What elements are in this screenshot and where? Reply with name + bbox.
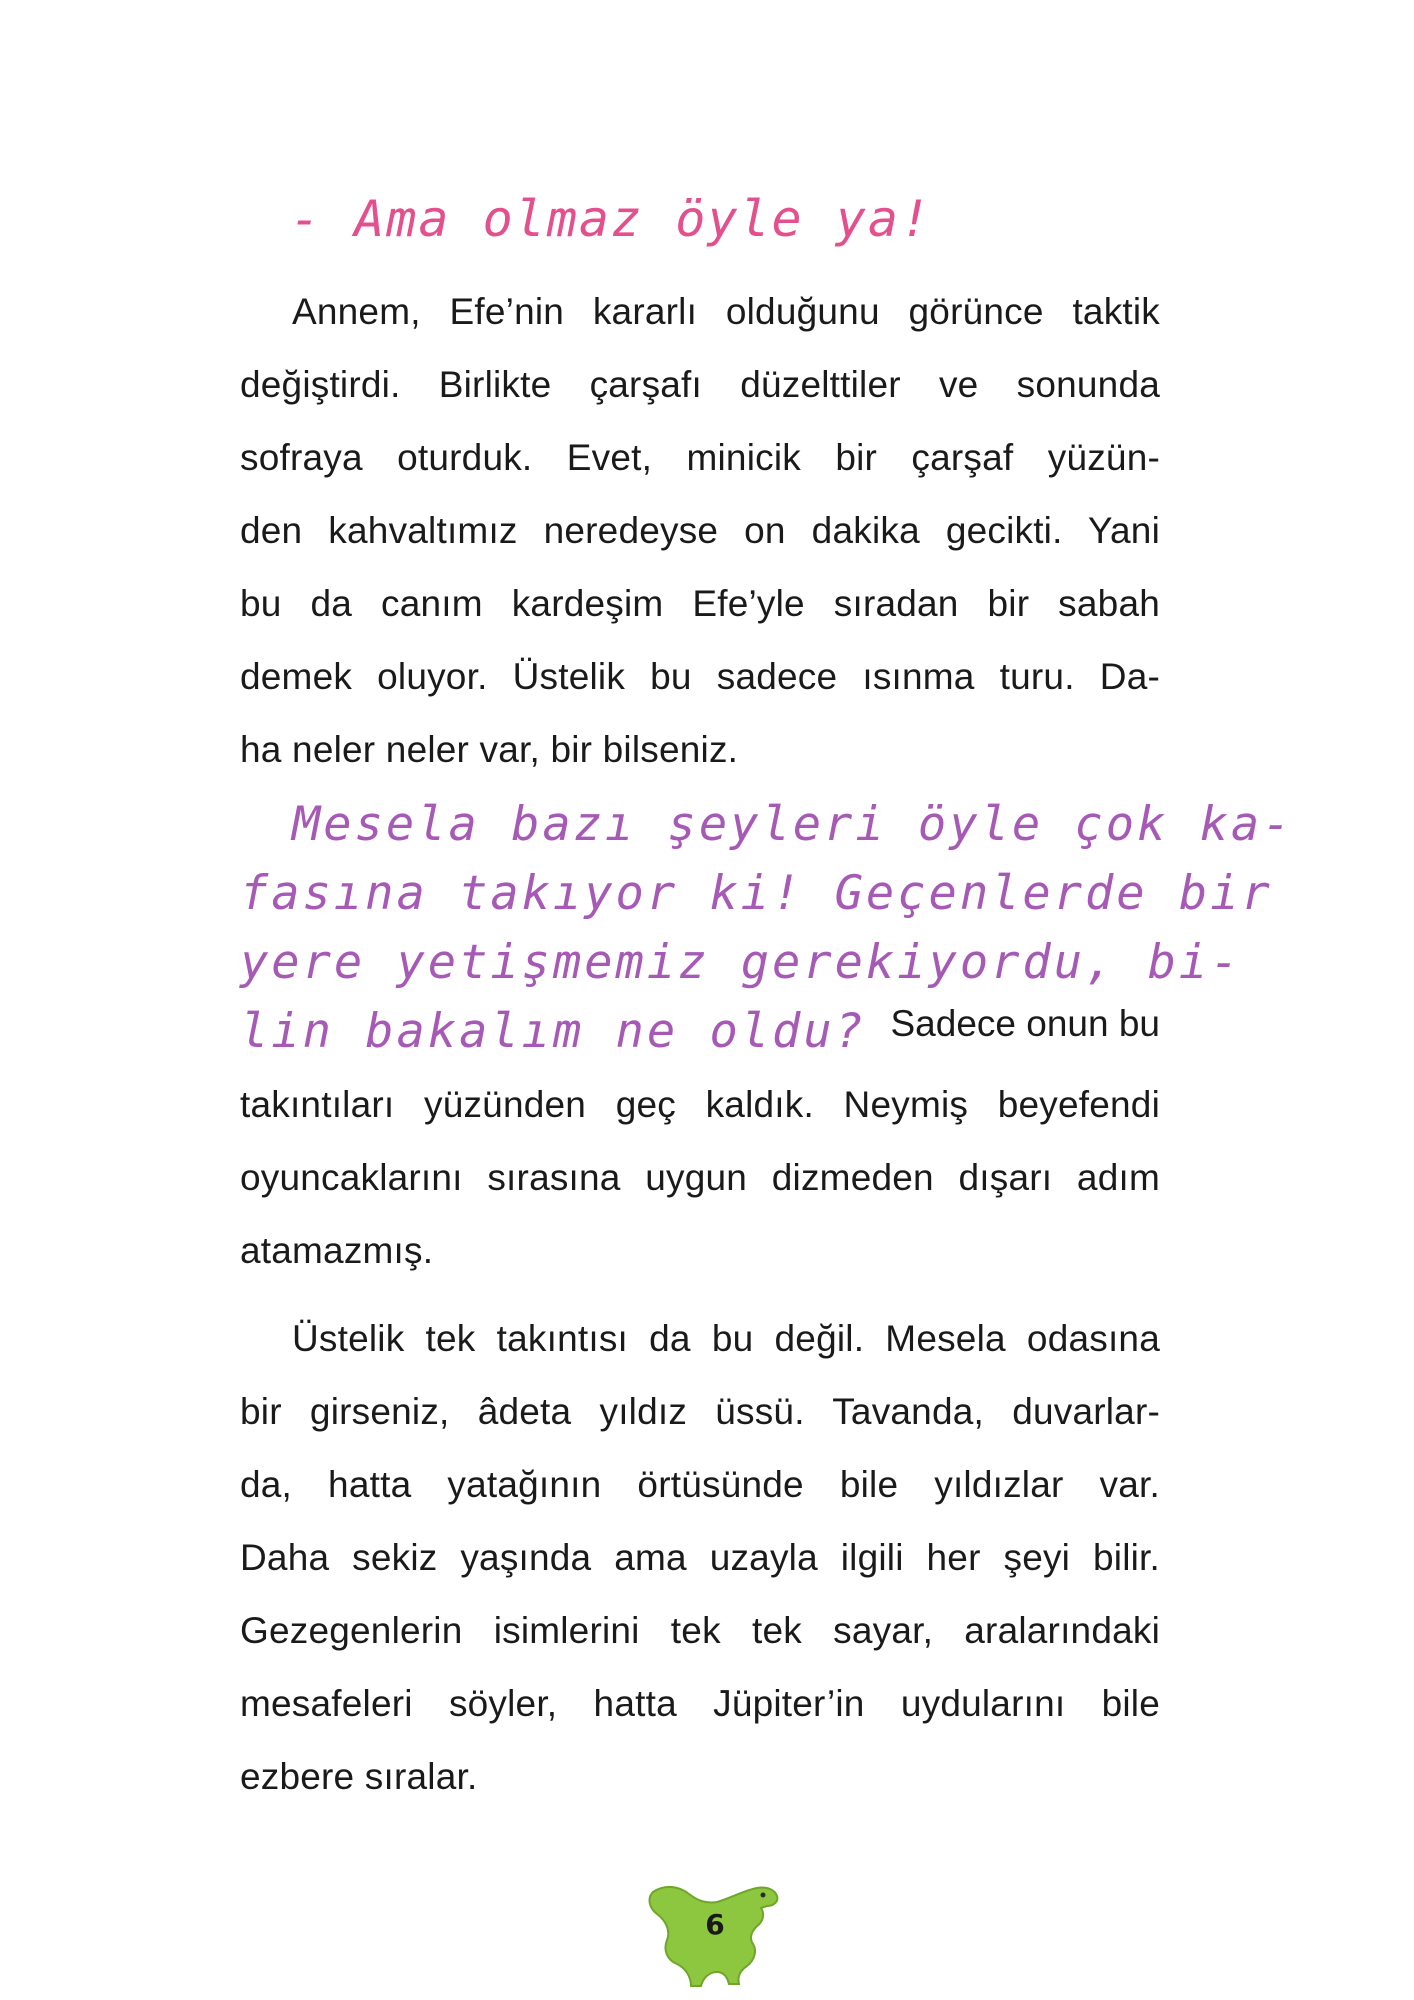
paragraph-line: da, hatta yatağının örtüsünde bile yıldızlar var. — [240, 1464, 1160, 1505]
paragraph-line: mesafeleri söyler, hatta Jüpiter’in uydularını bile — [240, 1683, 1160, 1724]
paragraph-3 — [240, 1302, 1160, 1813]
paragraph-line: değiştirdi. Birlikte çarşafı düzelttiler ve sonunda — [240, 364, 1160, 405]
dialogue-heading: - Ama olmaz öyle ya! — [290, 190, 933, 248]
paragraph-line: Gezegenlerin isimlerini tek tek sayar, aralarındaki — [240, 1610, 1160, 1651]
handwritten-line: fasına takıyor ki! Geçenlerde bir — [240, 866, 1273, 921]
paragraph-line: oyuncaklarını sırasına uygun dizmeden dışarı adım — [240, 1157, 1160, 1198]
paragraph-line: bu da canım kardeşim Efe’yle sıradan bir sabah — [240, 583, 1160, 624]
handwritten-line: lin bakalım ne oldu? — [240, 1004, 866, 1059]
paragraph-2-first-line-tail: Sadece onun bu — [890, 1003, 1160, 1044]
paragraph-line: atamazmış. — [240, 1230, 434, 1271]
paragraph-line: takıntıları yüzünden geç kaldık. Neymiş beyefendi — [240, 1084, 1160, 1125]
paragraph-line: bir girseniz, âdeta yıldız üssü. Tavanda, duvarlar- — [240, 1391, 1160, 1432]
paragraph-line: den kahvaltımız neredeyse on dakika gecikti. Yani — [240, 510, 1160, 551]
paragraph-line: demek oluyor. Üstelik bu sadece ısınma turu. Da- — [240, 656, 1160, 697]
paragraph-line: ezbere sıralar. — [240, 1756, 478, 1797]
page-number: 6 — [705, 1908, 725, 1941]
paragraph-1 — [240, 275, 1160, 786]
dinosaur-eye — [761, 1893, 766, 1898]
paragraph-2 — [240, 1068, 1160, 1287]
paragraph-line: Annem, Efe’nin kararlı olduğunu görünce taktik — [292, 291, 1160, 332]
paragraph-line: ha neler neler var, bir bilseniz. — [240, 729, 739, 770]
paragraph-line: Üstelik tek takıntısı da bu değil. Mesela odasına — [292, 1318, 1160, 1359]
handwritten-line: Mesela bazı şeyleri öyle çok ka- — [292, 797, 1294, 852]
paragraph-line: sofraya oturduk. Evet, minicik bir çarşaf yüzün- — [240, 437, 1160, 478]
handwritten-line: yere yetişmemiz gerekiyordu, bi- — [240, 935, 1242, 990]
paragraph-line: Daha sekiz yaşında ama uzayla ilgili her şeyi bilir. — [240, 1537, 1160, 1578]
